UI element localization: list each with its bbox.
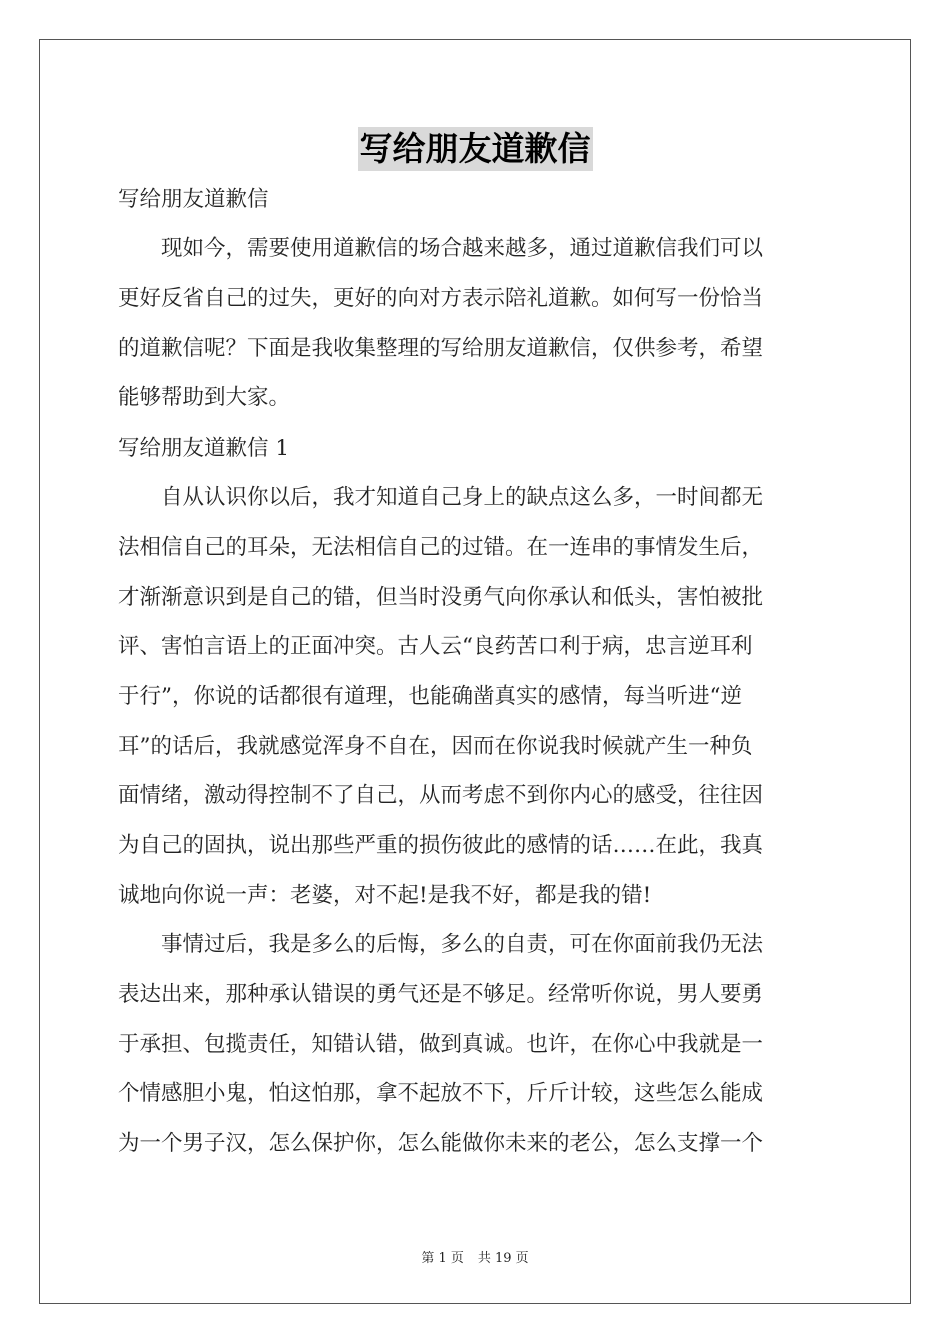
letter-line: 于行”，你说的话都很有道理，也能确凿真实的感情，每当听进“逆	[118, 684, 742, 709]
letter-line: 耳”的话后，我就感觉浑身不自在，因而在你说我时候就产生一种负	[118, 734, 753, 759]
letter-line: 为一个男子汉，怎么保护你，怎么能做你未来的老公，怎么支撑一个	[118, 1131, 764, 1156]
section-heading: 写给朋友道歉信 1	[118, 436, 290, 461]
letter-line: 于承担、包揽责任，知错认错，做到真诚。也许，在你心中我就是一	[118, 1032, 764, 1057]
intro-line: 现如今，需要使用道歉信的场合越来越多，通过道歉信我们可以	[118, 236, 764, 261]
page-border	[39, 39, 911, 1304]
subtitle: 写给朋友道歉信	[118, 187, 269, 212]
intro-line: 更好反省自己的过失，更好的向对方表示陪礼道歉。如何写一份恰当	[118, 286, 764, 311]
letter-line: 诚地向你说一声：老婆，对不起!是我不好，都是我的错!	[118, 883, 652, 908]
page-total: 共 19 页	[477, 1251, 529, 1266]
intro-line: 能够帮助到大家。	[118, 385, 291, 410]
letter-line: 评、害怕言语上的正面冲突。古人云“良药苦口利于病，忠言逆耳利	[118, 634, 753, 659]
letter-line: 自从认识你以后，我才知道自己身上的缺点这么多，一时间都无	[118, 485, 764, 510]
letter-line: 事情过后，我是多么的后悔，多么的自责，可在你面前我仍无法	[118, 932, 764, 957]
page-footer	[0, 1247, 950, 1266]
letter-line: 法相信自己的耳朵，无法相信自己的过错。在一连串的事情发生后，	[118, 535, 764, 560]
document-title: 写给朋友道歉信	[358, 127, 593, 171]
letter-line: 表达出来，那种承认错误的勇气还是不够足。经常听你说，男人要勇	[118, 982, 764, 1007]
letter-line: 才渐渐意识到是自己的错，但当时没勇气向你承认和低头，害怕被批	[118, 585, 764, 610]
letter-line: 面情绪，激动得控制不了自己，从而考虑不到你内心的感受，往往因	[118, 783, 764, 808]
intro-line: 的道歉信呢？下面是我收集整理的写给朋友道歉信，仅供参考，希望	[118, 336, 764, 361]
letter-line: 个情感胆小鬼，怕这怕那，拿不起放不下，斤斤计较，这些怎么能成	[118, 1081, 764, 1106]
letter-line: 为自己的固执，说出那些严重的损伤彼此的感情的话……在此，我真	[118, 833, 764, 858]
page-number: 第 1 页	[421, 1251, 464, 1266]
title-container	[0, 127, 950, 171]
